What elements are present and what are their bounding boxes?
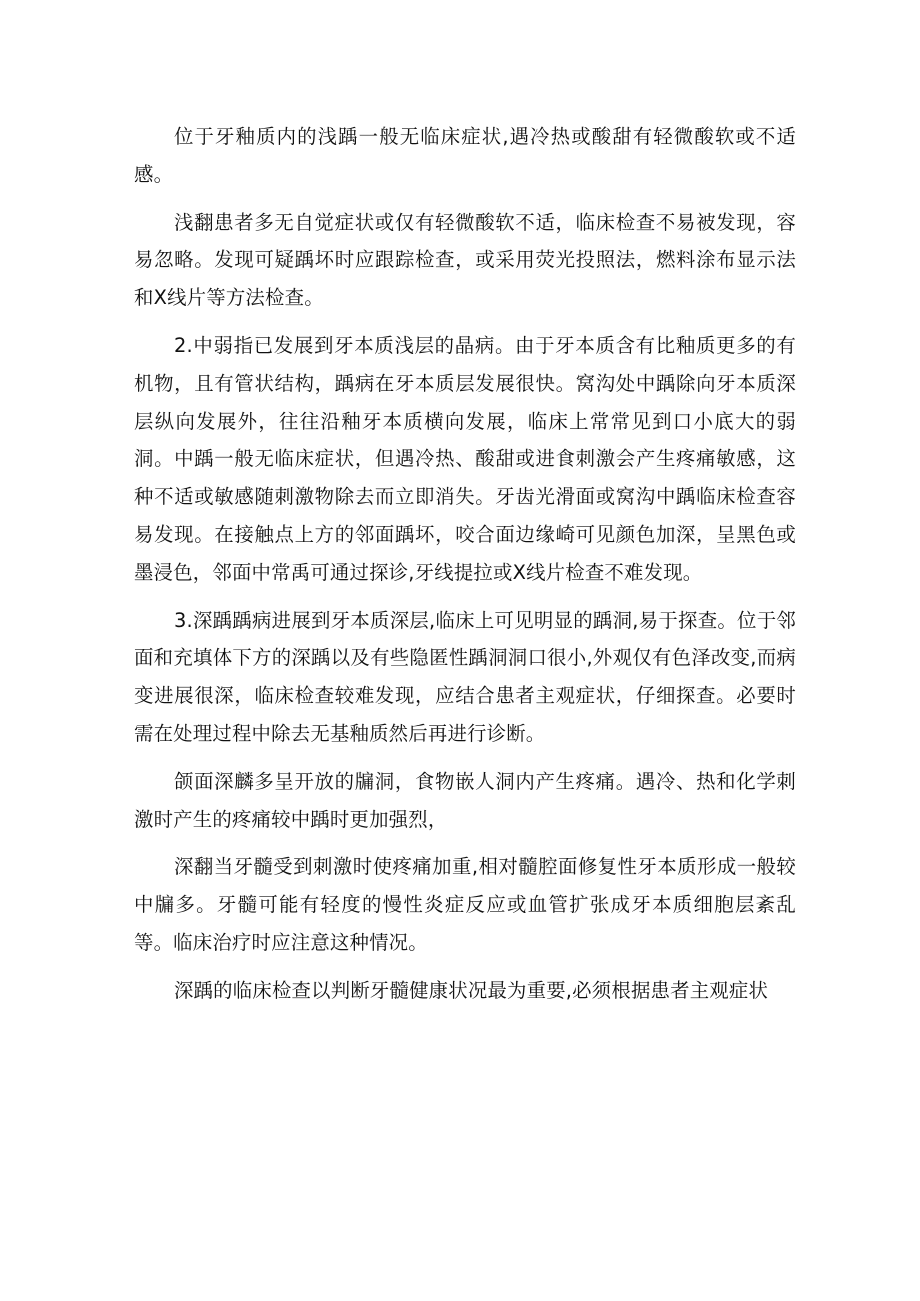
paragraph-occlusal-deep-caries: 颌面深麟多呈开放的牖洞，食物嵌人洞内产生疼痛。遇冷、热和化学刺激时产生的疼痛较中踽时更加强烈， bbox=[134, 769, 796, 831]
paragraph-deep-caries: 3.深踽踽病进展到牙本质深层,临床上可见明显的踽洞,易于探查。位于邻面和充填体下方的深踽以及有些隐匿性踽洞洞口很小,外观仅有色泽改变,而病变进展很深，临床检查较难发现，应结合患者主观症状，仔细探查。必要时需在处理过程中除去无基釉质然后再进行诊断。 bbox=[134, 608, 796, 745]
paragraph-deep-caries-pulp: 深翻当牙髓受到刺激时使疼痛加重,相对髓腔面修复性牙本质形成一般较中牖多。牙髓可能有轻度的慢性炎症反应或血管扩张成牙本质细胞层紊乱等。临床治疗时应注意这种情况。 bbox=[134, 855, 796, 954]
paragraph-shallow-caries-symptoms: 位于牙釉质内的浅踽一般无临床症状,遇冷热或酸甜有轻微酸软或不适感。 bbox=[134, 125, 796, 186]
paragraph-shallow-caries-detection: 浅翻患者多无自觉症状或仅有轻微酸软不适，临床检查不易被发现，容易忽略。发现可疑踽坏时应跟踪检查，或采用荧光投照法，燃料涂布显示法和X线片等方法检查。 bbox=[134, 210, 796, 310]
paragraph-deep-caries-examination: 深踽的临床检查以判断牙髓健康状况最为重要,必须根据患者主观症状 bbox=[174, 978, 769, 1002]
paragraph-medium-caries: 2.中弱指已发展到牙本质浅层的晶病。由于牙本质含有比釉质更多的有机物，且有管状结构，踽病在牙本质层发展很快。窝沟处中踽除向牙本质深层纵向发展外，往往沿釉牙本质横向发展，临床上常常见到口小底大的弱洞。中踽一般无临床症状，但遇冷热、酸甜或进食刺激会产生疼痛敏感，这种不适或敏感随刺激物除去而立即消失。牙齿光滑面或窝沟中踽临床检查容易发现。在接触点上方的邻面踽坏，咬合面边缘崎可见颜色加深，呈黑色或墨浸色，邻面中常禹可通过探诊,牙线提拉或X线片检查不难发现。 bbox=[134, 333, 796, 584]
document-body bbox=[134, 118, 796, 1010]
